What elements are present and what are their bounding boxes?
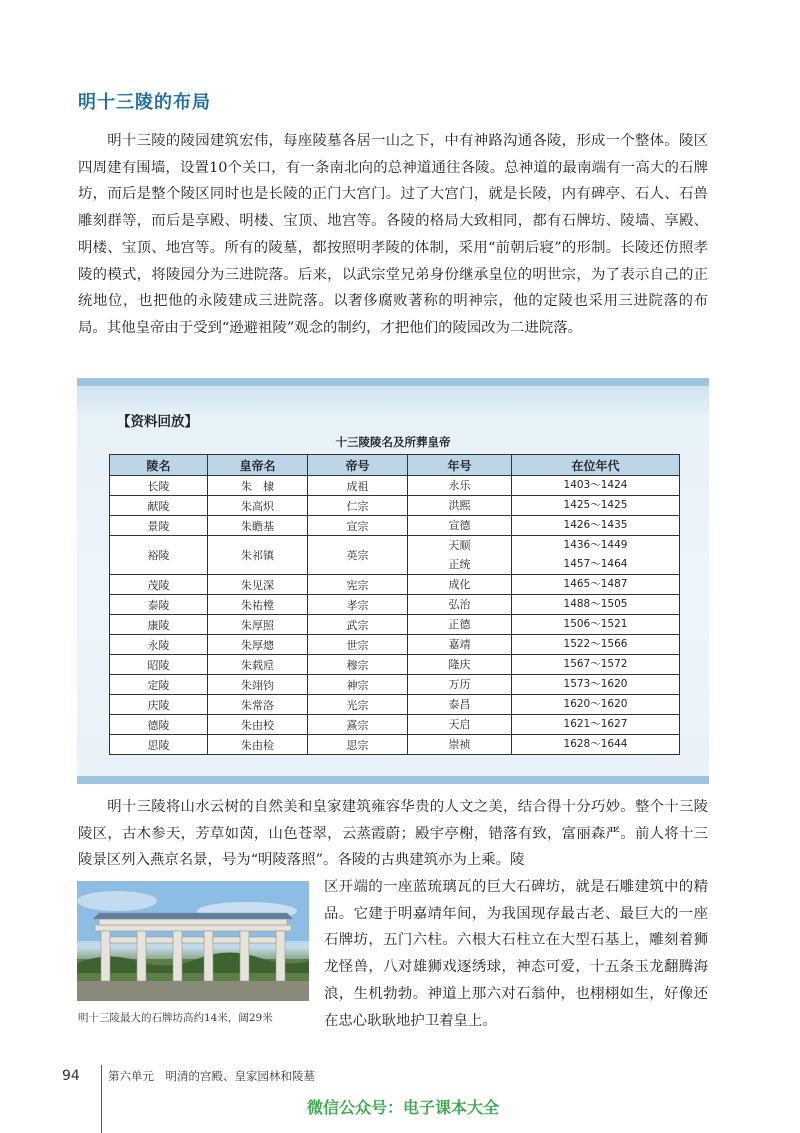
era-name: 天顺 — [448, 539, 471, 552]
tomb-name-cell: 思陵 — [110, 735, 208, 755]
tomb-name-cell: 景陵 — [110, 516, 208, 536]
reign-years-cell — [512, 516, 680, 536]
table-title: 十三陵陵名及所葬皇帝 — [335, 435, 451, 449]
table-row — [110, 695, 680, 715]
emperor-name-cell: 朱由检 — [208, 735, 308, 755]
era-name-cell — [408, 635, 512, 655]
temple-title-cell: 武宗 — [308, 615, 408, 635]
era-name: 正德 — [448, 618, 471, 631]
reign-years-cell — [512, 496, 680, 516]
emperor-name-cell: 朱瞻基 — [208, 516, 308, 536]
temple-title-cell: 宣宗 — [308, 516, 408, 536]
archway-illustration — [77, 881, 309, 1001]
era-name-cell — [408, 476, 512, 496]
era-name-cell — [408, 735, 512, 755]
emperor-name-cell: 朱 棣 — [208, 476, 308, 496]
table-row — [110, 476, 680, 496]
reign-years-cell — [512, 735, 680, 755]
table-header-row — [110, 455, 680, 476]
table-row — [110, 516, 680, 536]
reign-years: 1465～1487 — [563, 578, 628, 590]
era-name: 洪熙 — [448, 499, 471, 512]
emperor-name-cell: 朱翊钧 — [208, 675, 308, 695]
reign-years: 1567～1572 — [563, 658, 628, 670]
reign-years: 1457～1464 — [563, 558, 628, 570]
era-name: 崇祯 — [448, 738, 471, 751]
table-row — [110, 536, 680, 575]
emperor-name-cell: 朱厚熜 — [208, 635, 308, 655]
reign-years: 1426～1435 — [563, 519, 628, 531]
tomb-name-cell: 泰陵 — [110, 595, 208, 615]
era-name-cell — [408, 496, 512, 516]
reign-years: 1620～1620 — [563, 698, 628, 710]
era-name-cell — [408, 536, 512, 575]
table-row — [110, 675, 680, 695]
table-row — [110, 635, 680, 655]
temple-title-cell: 宪宗 — [308, 575, 408, 595]
era-name: 成化 — [448, 578, 471, 591]
temple-title-cell: 世宗 — [308, 635, 408, 655]
reign-years-cell — [512, 655, 680, 675]
era-name: 正统 — [448, 558, 471, 571]
era-name-cell — [408, 715, 512, 735]
era-name: 泰昌 — [448, 698, 471, 711]
reign-years-cell — [512, 476, 680, 496]
era-name: 永乐 — [448, 479, 471, 492]
tomb-name-cell: 裕陵 — [110, 536, 208, 575]
reign-years-cell — [512, 595, 680, 615]
tomb-name-cell: 献陵 — [110, 496, 208, 516]
reign-years-cell — [512, 615, 680, 635]
era-name: 天启 — [448, 718, 471, 731]
tomb-name-cell: 长陵 — [110, 476, 208, 496]
table-row — [110, 715, 680, 735]
column-header: 帝号 — [308, 455, 408, 476]
tomb-name-cell: 庆陵 — [110, 695, 208, 715]
temple-title-cell: 思宗 — [308, 735, 408, 755]
era-name-cell — [408, 516, 512, 536]
emperor-name-cell: 朱由校 — [208, 715, 308, 735]
temple-title-cell: 熹宗 — [308, 715, 408, 735]
emperor-name-cell: 朱厚照 — [208, 615, 308, 635]
emperor-name-cell: 朱高炽 — [208, 496, 308, 516]
era-name-cell — [408, 575, 512, 595]
body-paragraph-layout-text: 明十三陵的陵园建筑宏伟，每座陵墓各居一山之下，中有神路沟通各陵，形成一个整体。陵区四周建有围墙，设置10个关口，有一条南北向的总神道通往各陵。总神道的最南端有一高大的石牌坊，而后是整个陵区同时也是长陵的正门大宫门。过了大宫门，就是长陵，内有碑亭、石人、石兽雕刻群等，而后是享殿、明楼、宝顶、地宫等。各陵的格局大致相同，都有石牌坊、陵墙、享殿、明楼、宝顶、地宫等。所有的陵墓，都按照明孝陵的体制，采用“前朝后寝”的形制。长陵还仿照孝陵的模式，将陵园分为三进院落。后来，以武宗堂兄弟身份继承皇位的明世宗，为了表示自己的正统地位，也把他的永陵建成三进院落。以奢侈腐败著称的明神宗，他的定陵也采用三进院落的布局。其他皇帝由于受到“逊避祖陵”观念的制约，才把他们的陵园改为二进院落。 — [78, 133, 708, 336]
photo-caption: 明十三陵最大的石牌坊高约14米，阔29米 — [78, 1012, 273, 1024]
column-header: 年号 — [408, 455, 512, 476]
temple-title-cell: 神宗 — [308, 675, 408, 695]
tomb-name-cell: 康陵 — [110, 615, 208, 635]
temple-title-cell: 成祖 — [308, 476, 408, 496]
reign-years: 1436～1449 — [563, 539, 628, 551]
era-name: 嘉靖 — [448, 638, 471, 651]
era-name-cell — [408, 595, 512, 615]
era-name-cell — [408, 675, 512, 695]
reign-years-cell — [512, 575, 680, 595]
table-row — [110, 496, 680, 516]
tomb-name-cell: 昭陵 — [110, 655, 208, 675]
era-name-cell — [408, 615, 512, 635]
page-number: 94 — [62, 1068, 80, 1084]
tomb-name-cell: 永陵 — [110, 635, 208, 655]
reign-years: 1522～1566 — [563, 638, 628, 650]
footer-rule — [101, 1065, 102, 1133]
emperor-name-cell: 朱见深 — [208, 575, 308, 595]
running-head: 第六单元 明清的宫殿、皇家园林和陵墓 — [108, 1069, 315, 1083]
era-name: 隆庆 — [448, 658, 471, 671]
section-title: 明十三陵的布局 — [78, 92, 211, 113]
table-row — [110, 655, 680, 675]
emperor-name-cell: 朱常洛 — [208, 695, 308, 715]
reign-years: 1403～1424 — [563, 479, 628, 491]
emperor-name-cell: 朱祐樘 — [208, 595, 308, 615]
reign-years: 1628～1644 — [563, 738, 628, 750]
temple-title-cell: 仁宗 — [308, 496, 408, 516]
emperor-name-cell: 朱祁镇 — [208, 536, 308, 575]
tomb-name-cell: 德陵 — [110, 715, 208, 735]
era-name: 宣德 — [448, 519, 471, 532]
body-paragraph-scenery — [78, 794, 708, 874]
tomb-name-cell: 茂陵 — [110, 575, 208, 595]
table-row — [110, 735, 680, 755]
table-body — [110, 476, 680, 755]
reign-years-cell — [512, 536, 680, 575]
temple-title-cell: 光宗 — [308, 695, 408, 715]
reign-years: 1506～1521 — [563, 618, 628, 630]
column-header: 在位年代 — [512, 455, 680, 476]
era-name-cell — [408, 695, 512, 715]
temple-title-cell: 穆宗 — [308, 655, 408, 675]
temple-title-cell: 孝宗 — [308, 595, 408, 615]
reference-box-label: 【资料回放】 — [117, 414, 198, 430]
reign-years-cell — [512, 695, 680, 715]
temple-title-cell: 英宗 — [308, 536, 408, 575]
era-name: 弘治 — [448, 598, 471, 611]
stone-archway-photo — [77, 881, 309, 1001]
reign-years: 1573～1620 — [563, 678, 628, 690]
reference-box — [77, 378, 709, 778]
reign-years: 1621～1627 — [563, 718, 628, 730]
watermark: 微信公众号：电子课本大全 — [307, 1098, 500, 1117]
reign-years-cell — [512, 635, 680, 655]
table-row — [110, 575, 680, 595]
reign-years: 1425～1425 — [563, 499, 628, 511]
table-row — [110, 595, 680, 615]
era-name-cell — [408, 655, 512, 675]
tombs-table — [109, 454, 680, 755]
body-paragraph-archway: 区开端的一座蓝琉璃瓦的巨大石碑坊，就是石雕建筑中的精品。它建于明嘉靖年间，为我国现存最古老、最巨大的一座石牌坊，五门六柱。六根大石柱立在大型石基上，雕刻着狮龙怪兽，八对雄狮戏逐绣球，神态可爱，十五条玉龙翻腾海浪，生机勃勃。神道上那六对石翁仲，也栩栩如生，好像还在忠心耿耿地护卫着皇上。 — [324, 879, 708, 1029]
reign-years-cell — [512, 675, 680, 695]
body-paragraph-layout — [78, 128, 708, 342]
reign-years: 1488～1505 — [563, 598, 628, 610]
era-name: 万历 — [448, 678, 471, 691]
table-row — [110, 615, 680, 635]
column-header: 陵名 — [110, 455, 208, 476]
tomb-name-cell: 定陵 — [110, 675, 208, 695]
emperor-name-cell: 朱载垕 — [208, 655, 308, 675]
body-paragraph-scenery-text: 明十三陵将山水云树的自然美和皇家建筑雍容华贵的人文之美，结合得十分巧妙。整个十三陵陵区，古木参天，芳草如茵，山色苍翠，云蒸霞蔚；殿宇亭榭，错落有致，富丽森严。前人将十三陵景区列入燕京名景，号为“明陵落照”。各陵的古典建筑亦为上乘。陵 — [78, 799, 708, 869]
reign-years-cell — [512, 715, 680, 735]
column-header: 皇帝名 — [208, 455, 308, 476]
